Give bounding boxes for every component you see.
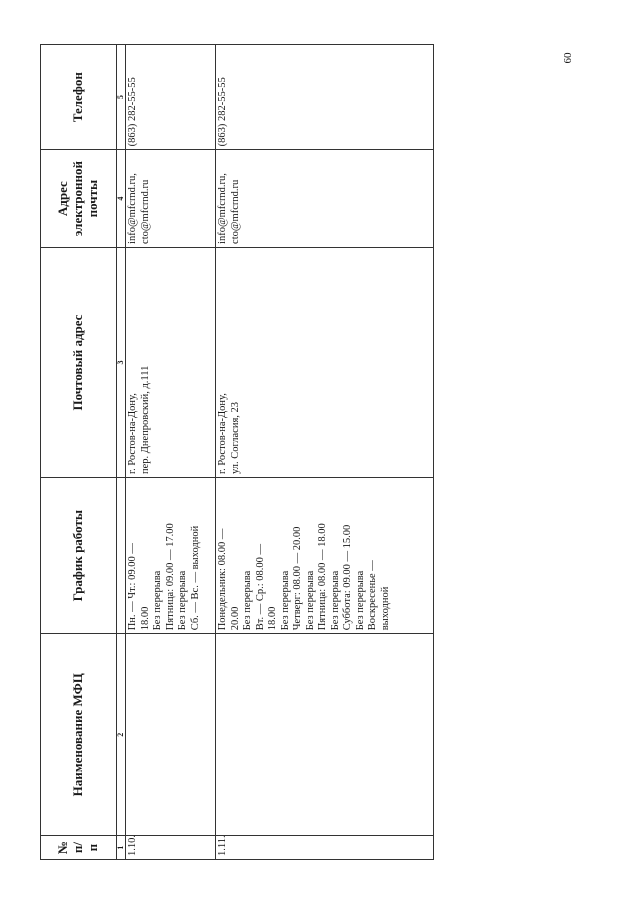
- row-schedule: [216, 478, 434, 634]
- schedule-line: Без перерыва: [279, 570, 291, 631]
- schedule-line: Воскресенье —: [367, 560, 378, 631]
- rotated-table-container: [40, 44, 434, 860]
- column-number: 4: [117, 150, 126, 248]
- table-row: [216, 45, 434, 860]
- schedule-line: Без перерыва: [329, 570, 341, 631]
- column-number-row: [117, 45, 126, 860]
- schedule-line: Без перерыва: [152, 570, 163, 631]
- page-number: 60: [562, 52, 574, 64]
- header-email: Адрес электронной почты: [41, 150, 117, 248]
- header-name: Наименование МФЦ: [41, 634, 117, 836]
- row-email: [216, 150, 434, 248]
- address-line: пер. Днепровский, д.111: [139, 365, 151, 475]
- email-line: cto@mfcrnd.ru: [139, 179, 151, 244]
- address-line: г. Ростов-на-Дону,: [217, 393, 228, 475]
- row-phone: (863) 282-55-55: [216, 45, 434, 150]
- header-phone: Телефон: [41, 45, 117, 150]
- table-header-row: [41, 45, 117, 860]
- schedule-line: Вт. — Ср.: 08.00 —: [254, 543, 266, 631]
- schedule-line: 18.00: [139, 606, 151, 631]
- row-name: [216, 634, 434, 836]
- schedule-line: Понедельник: 08.00 —: [217, 528, 228, 631]
- email-line: cto@mfcrnd.ru: [229, 179, 241, 244]
- row-email: [126, 150, 216, 248]
- schedule-line: Пятница: 09.00 — 17.00: [164, 523, 176, 631]
- schedule-line: выходной: [379, 586, 391, 631]
- schedule-line: Без перерыва: [242, 570, 253, 631]
- email-line: info@mfcrnd.ru,: [217, 173, 228, 244]
- column-number: 2: [117, 634, 126, 836]
- row-name: [126, 634, 216, 836]
- row-number: 1.10.: [126, 836, 216, 860]
- row-phone: (863) 282-55-55: [126, 45, 216, 150]
- header-schedule: График работы: [41, 478, 117, 634]
- table-row: [126, 45, 216, 860]
- column-number: 5: [117, 45, 126, 150]
- schedule-line: 20.00: [229, 606, 241, 631]
- schedule-line: Без перерыва: [177, 570, 188, 631]
- header-address: Почтовый адрес: [41, 247, 117, 477]
- schedule-line: 18.00: [267, 606, 278, 631]
- row-number: 1.11.: [216, 836, 434, 860]
- column-number: 3: [117, 247, 126, 477]
- address-line: г. Ростов-на-Дону,: [127, 393, 138, 475]
- column-number: 1: [117, 836, 126, 860]
- row-address: [216, 247, 434, 477]
- schedule-line: Пятница: 08.00 — 18.00: [317, 523, 328, 631]
- header-num: № п/п: [41, 836, 117, 860]
- mfc-table: [40, 44, 434, 860]
- address-line: ул. Согласия, 23: [229, 401, 241, 475]
- schedule-line: Сб. — Вс. — выходной: [189, 525, 201, 631]
- schedule-line: Без перерыва: [354, 570, 366, 631]
- row-schedule: [126, 478, 216, 634]
- schedule-line: Суббота: 09.00 — 15.00: [342, 524, 353, 631]
- column-number: [117, 478, 126, 634]
- row-address: [126, 247, 216, 477]
- schedule-line: Четверг: 08.00 — 20.00: [292, 526, 303, 631]
- schedule-line: Без перерыва: [304, 570, 316, 631]
- schedule-line: Пн. — Чт.: 09.00 —: [127, 543, 138, 631]
- email-line: info@mfcrnd.ru,: [127, 173, 138, 244]
